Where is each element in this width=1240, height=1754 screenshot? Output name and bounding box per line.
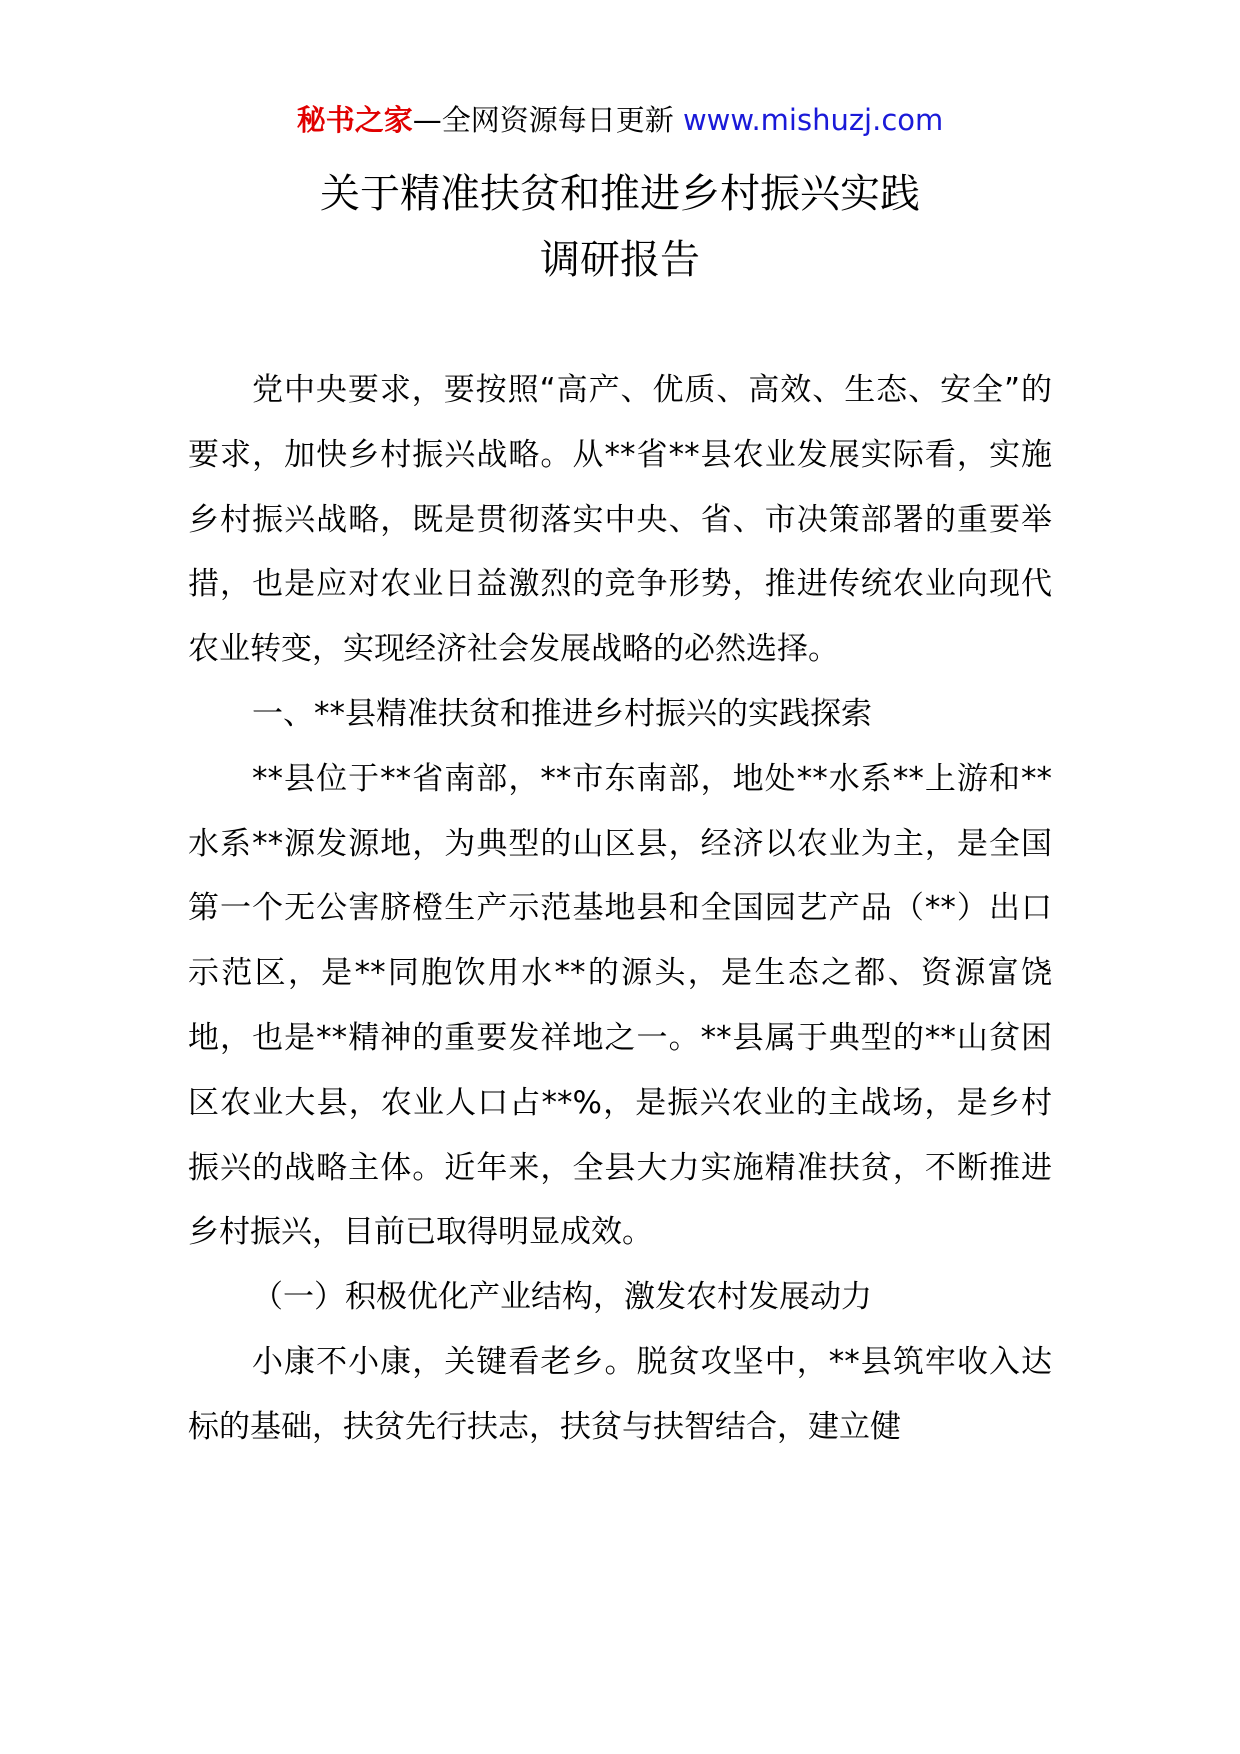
document-title-line-1: 关于精准扶贫和推进乡村振兴实践 <box>320 171 920 217</box>
site-header <box>0 100 1240 140</box>
section-heading-1: 一、**县精准扶贫和推进乡村振兴的实践探索 <box>252 695 872 732</box>
site-brand: 秘书之家 <box>296 103 413 137</box>
intro-paragraph: 党中央要求，要按照“高产、优质、高效、生态、安全”的要求，加快乡村振兴战略。从**省**县农业发展实际看，实施乡村振兴战略，既是贯彻落实中央、省、市决策部署的重要举措，也是应对农业日益激烈的竞争形势，推进传统农业向现代农业转变，实现经济社会发展战略的必然选择。 <box>188 372 1052 668</box>
site-tagline: —全网资源每日更新 <box>412 103 683 137</box>
site-url-link[interactable]: www.mishuzj.com <box>682 103 944 137</box>
subsection-heading-1: （一）积极优化产业结构，激发农村发展动力 <box>252 1279 872 1316</box>
document-body <box>188 358 1052 1460</box>
county-overview-paragraph: **县位于**省南部，**市东南部，地处**水系**上游和**水系**源发源地，为典型的山区县，经济以农业为主，是全国第一个无公害脐橙生产示范基地县和全国园艺产品（**）出口示范区，是**同胞饮用水**的源头，是生态之都、资源富饶地，也是**精神的重要发祥地之一。**县属于典型的**山贫困区农业大县，农业人口占**%，是振兴农业的主战场，是乡村振兴的战略主体。近年来，全县大力实施精准扶贫，不断推进乡村振兴，目前已取得明显成效。 <box>188 760 1052 1251</box>
document-title-line-2: 调研报告 <box>540 237 700 283</box>
poverty-alleviation-paragraph: 小康不小康，关键看老乡。脱贫攻坚中，**县筑牢收入达标的基础，扶贫先行扶志，扶贫与扶智结合，建立健 <box>188 1343 1052 1445</box>
